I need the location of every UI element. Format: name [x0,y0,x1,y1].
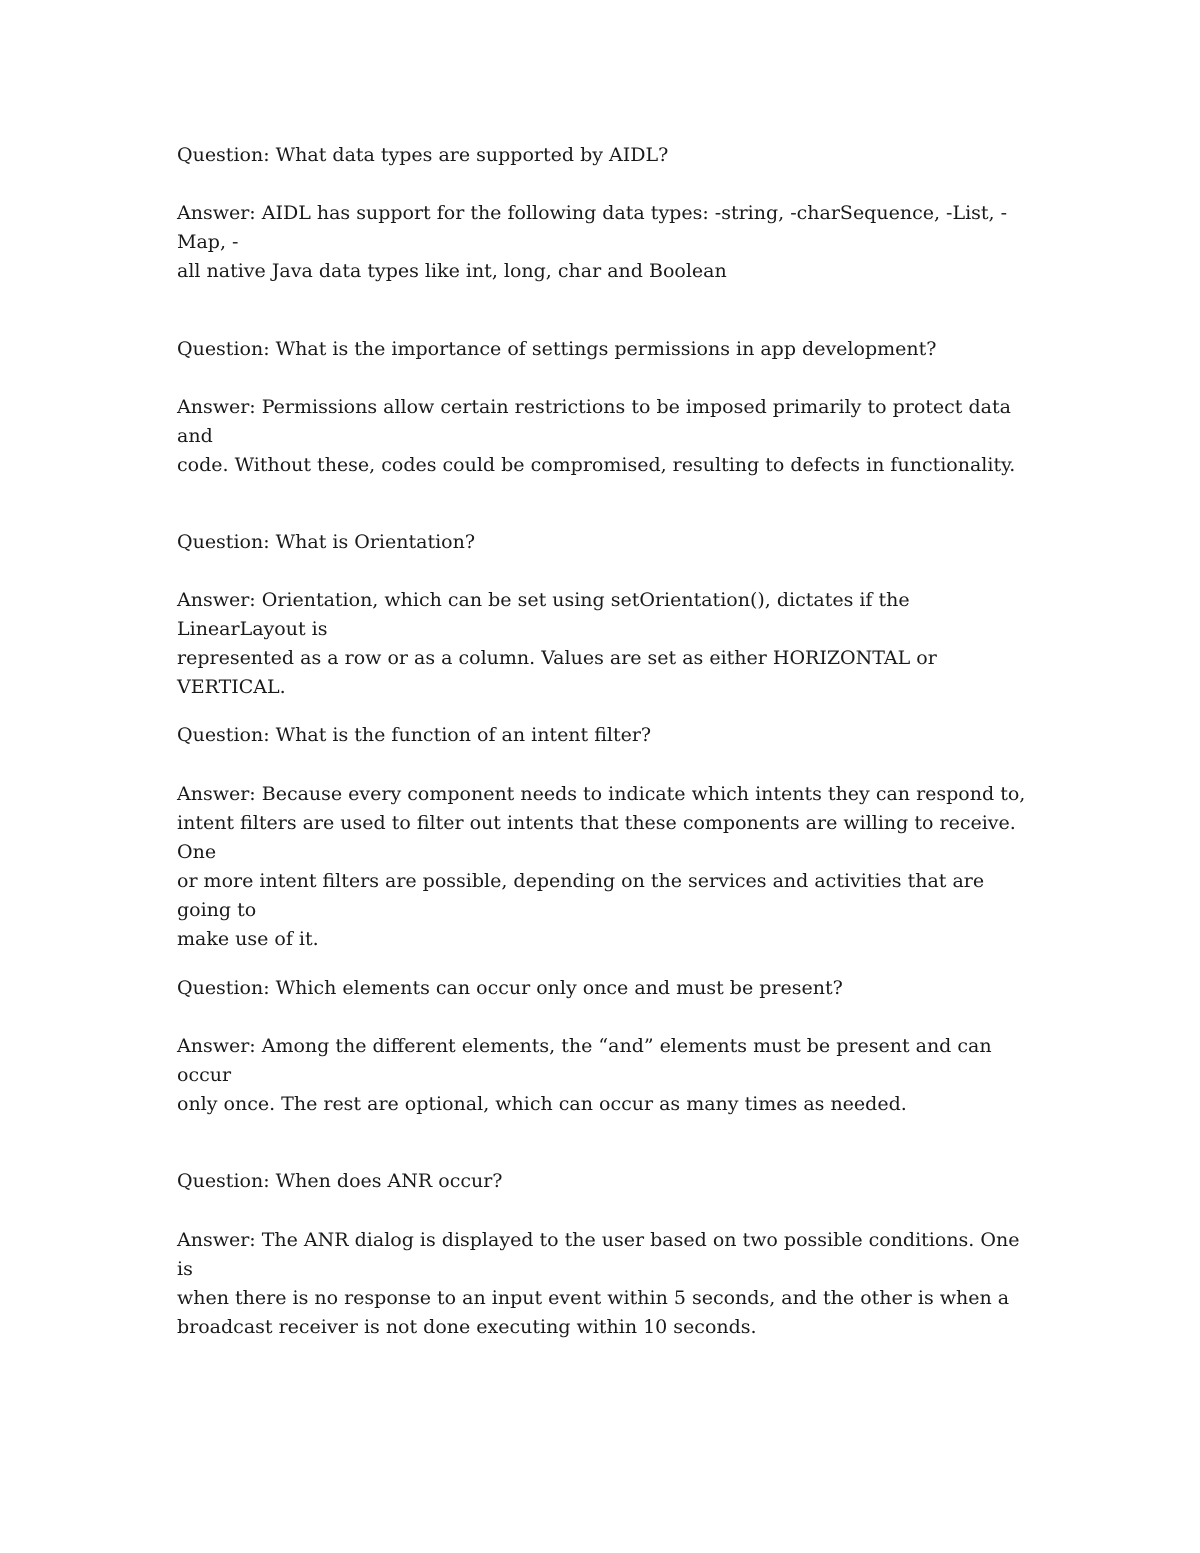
answer-2-line-2: code. Without these, codes could be compromised, resulting to defects in functionality. [177,454,1016,476]
question-2: Question: What is the importance of settings permissions in app development? [177,338,937,360]
answer-3 [177,586,1037,702]
answer-1-line-2: all native Java data types like int, long, char and Boolean [177,260,727,282]
answer-5 [177,1032,1037,1119]
answer-3-line-2: represented as a row or as a column. Values are set as either HORIZONTAL or VERTICAL. [177,647,937,698]
answer-1-line-1: Answer: AIDL has support for the following data types: -string, -charSequence, -List, -Map, - [177,202,1008,253]
answer-6-line-1: Answer: The ANR dialog is displayed to the user based on two possible conditions. One is [177,1229,1020,1280]
answer-4-line-3: or more intent filters are possible, depending on the services and activities that are going to [177,870,985,921]
answer-5-line-1: Answer: Among the different elements, the “and” elements must be present and can occur [177,1035,992,1086]
question-3: Question: What is Orientation? [177,531,476,553]
answer-4-line-2: intent filters are used to filter out intents that these components are willing to receive. One [177,812,1016,863]
answer-4-line-1: Answer: Because every component needs to indicate which intents they can respond to, [177,783,1026,805]
question-6: Question: When does ANR occur? [177,1170,503,1192]
answer-6-line-2: when there is no response to an input event within 5 seconds, and the other is when a [177,1287,1010,1309]
question-1: Question: What data types are supported by AIDL? [177,144,669,166]
question-5: Question: Which elements can occur only once and must be present? [177,977,843,999]
answer-3-line-1: Answer: Orientation, which can be set using setOrientation(), dictates if the LinearLayout is [177,589,910,640]
question-4: Question: What is the function of an intent filter? [177,724,652,746]
answer-2 [177,393,1037,480]
answer-6 [177,1226,1037,1342]
answer-2-line-1: Answer: Permissions allow certain restrictions to be imposed primarily to protect data and [177,396,1011,447]
answer-5-line-2: only once. The rest are optional, which can occur as many times as needed. [177,1093,907,1115]
answer-4-line-4: make use of it. [177,928,319,950]
answer-4 [177,780,1037,954]
answer-1 [177,199,1037,286]
answer-6-line-3: broadcast receiver is not done executing within 10 seconds. [177,1316,757,1338]
